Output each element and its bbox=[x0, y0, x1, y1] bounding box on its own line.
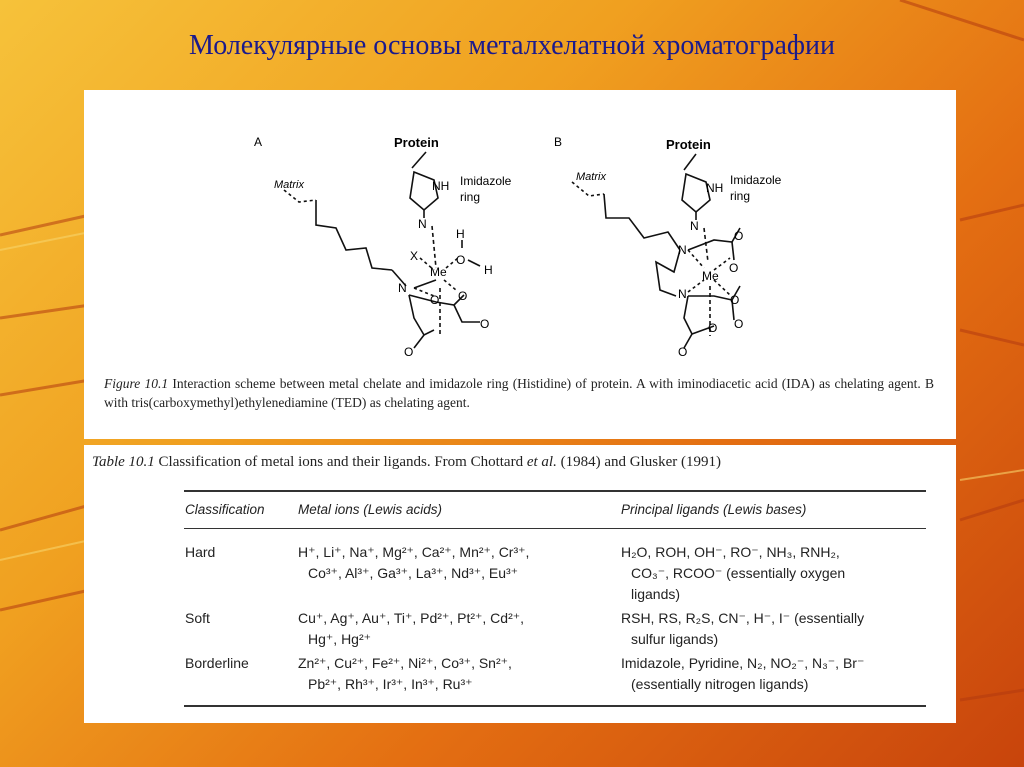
panel-a-x: X bbox=[410, 249, 419, 263]
panel-a-o-bottom1: O bbox=[480, 317, 490, 331]
panel-a-o-ring2: O bbox=[458, 289, 468, 303]
panel-a-label: A bbox=[254, 135, 263, 149]
panel-b-label: B bbox=[554, 135, 563, 149]
header-classification: Classification bbox=[185, 502, 265, 517]
panel-a-protein: Protein bbox=[394, 135, 439, 150]
row-hard-ligands-3: ligands) bbox=[631, 586, 681, 602]
row-borderline-ligands bbox=[621, 653, 931, 695]
row-soft-classification: Soft bbox=[185, 610, 210, 626]
panel-a-nh: NH bbox=[432, 179, 450, 193]
chelate-scheme bbox=[84, 90, 956, 370]
panel-a-me: Me bbox=[430, 265, 447, 279]
header-ligands: Principal ligands (Lewis bases) bbox=[621, 502, 807, 517]
table-title bbox=[92, 454, 942, 471]
table-et-al: et al. bbox=[526, 454, 557, 470]
row-soft-ions-1: Cu⁺, Ag⁺, Au⁺, Ti⁺, Pd²⁺, Pt²⁺, Cd²⁺, bbox=[298, 610, 525, 626]
panel-b-imidazole-1: Imidazole bbox=[730, 173, 782, 187]
figure-caption bbox=[104, 374, 934, 412]
row-hard-classification: Hard bbox=[185, 544, 216, 560]
panel-b-protein: Protein bbox=[666, 137, 711, 152]
table-header-rule bbox=[184, 528, 926, 529]
panel-b-n-ring: N bbox=[690, 219, 699, 233]
row-soft-ligands-2: sulfur ligands) bbox=[631, 631, 719, 647]
panel-a-o-bottom2: O bbox=[404, 345, 414, 359]
table-title-pre: Classification of metal ions and their ligands. From Chottard bbox=[158, 454, 524, 470]
slide-title: Молекулярные основы металхелатной хроматографии bbox=[189, 30, 835, 61]
row-hard-ligands-1: H₂O, ROH, OH⁻, RO⁻, NH₃, RNH₂, bbox=[621, 544, 840, 560]
panel-a-n-chelate: N bbox=[398, 281, 407, 295]
panel-b-nh: NH bbox=[706, 181, 724, 195]
panel-a-o-water: O bbox=[456, 253, 466, 267]
panel-b-imidazole-2: ring bbox=[730, 189, 751, 203]
row-soft-ions bbox=[298, 608, 598, 650]
table-top-rule bbox=[184, 490, 926, 492]
row-borderline-ions bbox=[298, 653, 598, 695]
row-hard-ions-2: Co³⁺, Al³⁺, Ga³⁺, La³⁺, Nd³⁺, Eu³⁺ bbox=[308, 565, 519, 581]
row-borderline-ligands-2: (essentially nitrogen ligands) bbox=[631, 676, 809, 692]
panel-b-n-top: N bbox=[678, 243, 687, 257]
row-hard-ions-1: H⁺, Li⁺, Na⁺, Mg²⁺, Ca²⁺, Mn²⁺, Cr³⁺, bbox=[298, 544, 530, 560]
panel-a-imidazole-1: Imidazole bbox=[460, 174, 512, 188]
panel-a-h-top: H bbox=[456, 227, 465, 241]
panel-a-imidazole-2: ring bbox=[460, 190, 481, 204]
panel-a-n-ring: N bbox=[418, 217, 427, 231]
row-hard-ligands bbox=[621, 542, 931, 605]
row-borderline-classification: Borderline bbox=[185, 655, 249, 671]
panel-b-o3: O bbox=[730, 293, 740, 307]
panel-b-o4: O bbox=[734, 317, 744, 331]
panel-b-o2: O bbox=[729, 261, 739, 275]
row-borderline-ligands-1: Imidazole, Pyridine, N₂, NO₂⁻, N₃⁻, Br⁻ bbox=[621, 655, 865, 671]
panel-b-matrix: Matrix bbox=[576, 171, 606, 183]
figure-panel bbox=[84, 90, 956, 439]
table-panel bbox=[84, 445, 956, 723]
panel-b-o1: O bbox=[734, 229, 744, 243]
panel-a-h-right: H bbox=[484, 263, 493, 277]
figure-caption-text: Interaction scheme between metal chelate and imidazole ring (Histidine) of protein. A with iminodiacetic acid (IDA) as chelating agent. B with tris(carboxymethyl)ethylenediamine (TED) as chelating agent. bbox=[104, 376, 934, 410]
row-soft-ions-2: Hg⁺, Hg²⁺ bbox=[308, 631, 372, 647]
panel-b-me: Me bbox=[702, 269, 719, 283]
row-borderline-ions-1: Zn²⁺, Cu²⁺, Fe²⁺, Ni²⁺, Co³⁺, Sn²⁺, bbox=[298, 655, 512, 671]
panel-b-o5: O bbox=[708, 321, 718, 335]
row-soft-ligands-1: RSH, RS, R₂S, CN⁻, H⁻, I⁻ (essentially bbox=[621, 610, 865, 626]
row-soft-ligands bbox=[621, 608, 931, 650]
row-hard-ions bbox=[298, 542, 598, 584]
figure-caption-label: Figure 10.1 bbox=[104, 376, 169, 391]
row-borderline-ions-2: Pb²⁺, Rh³⁺, Ir³⁺, In³⁺, Ru³⁺ bbox=[308, 676, 473, 692]
header-metal-ions: Metal ions (Lewis acids) bbox=[298, 502, 443, 517]
panel-a-o-ring1: O bbox=[430, 293, 440, 307]
panel-b-o6: O bbox=[678, 345, 688, 359]
table-label: Table 10.1 bbox=[92, 454, 155, 470]
table-bottom-rule bbox=[184, 705, 926, 707]
row-hard-ligands-2: CO₃⁻, RCOO⁻ (essentially oxygen bbox=[631, 565, 846, 581]
table-title-post: (1984) and Glusker (1991) bbox=[560, 454, 721, 470]
scheme-a bbox=[284, 152, 480, 348]
panel-b-n-bottom: N bbox=[678, 287, 687, 301]
panel-a-matrix: Matrix bbox=[274, 179, 304, 191]
